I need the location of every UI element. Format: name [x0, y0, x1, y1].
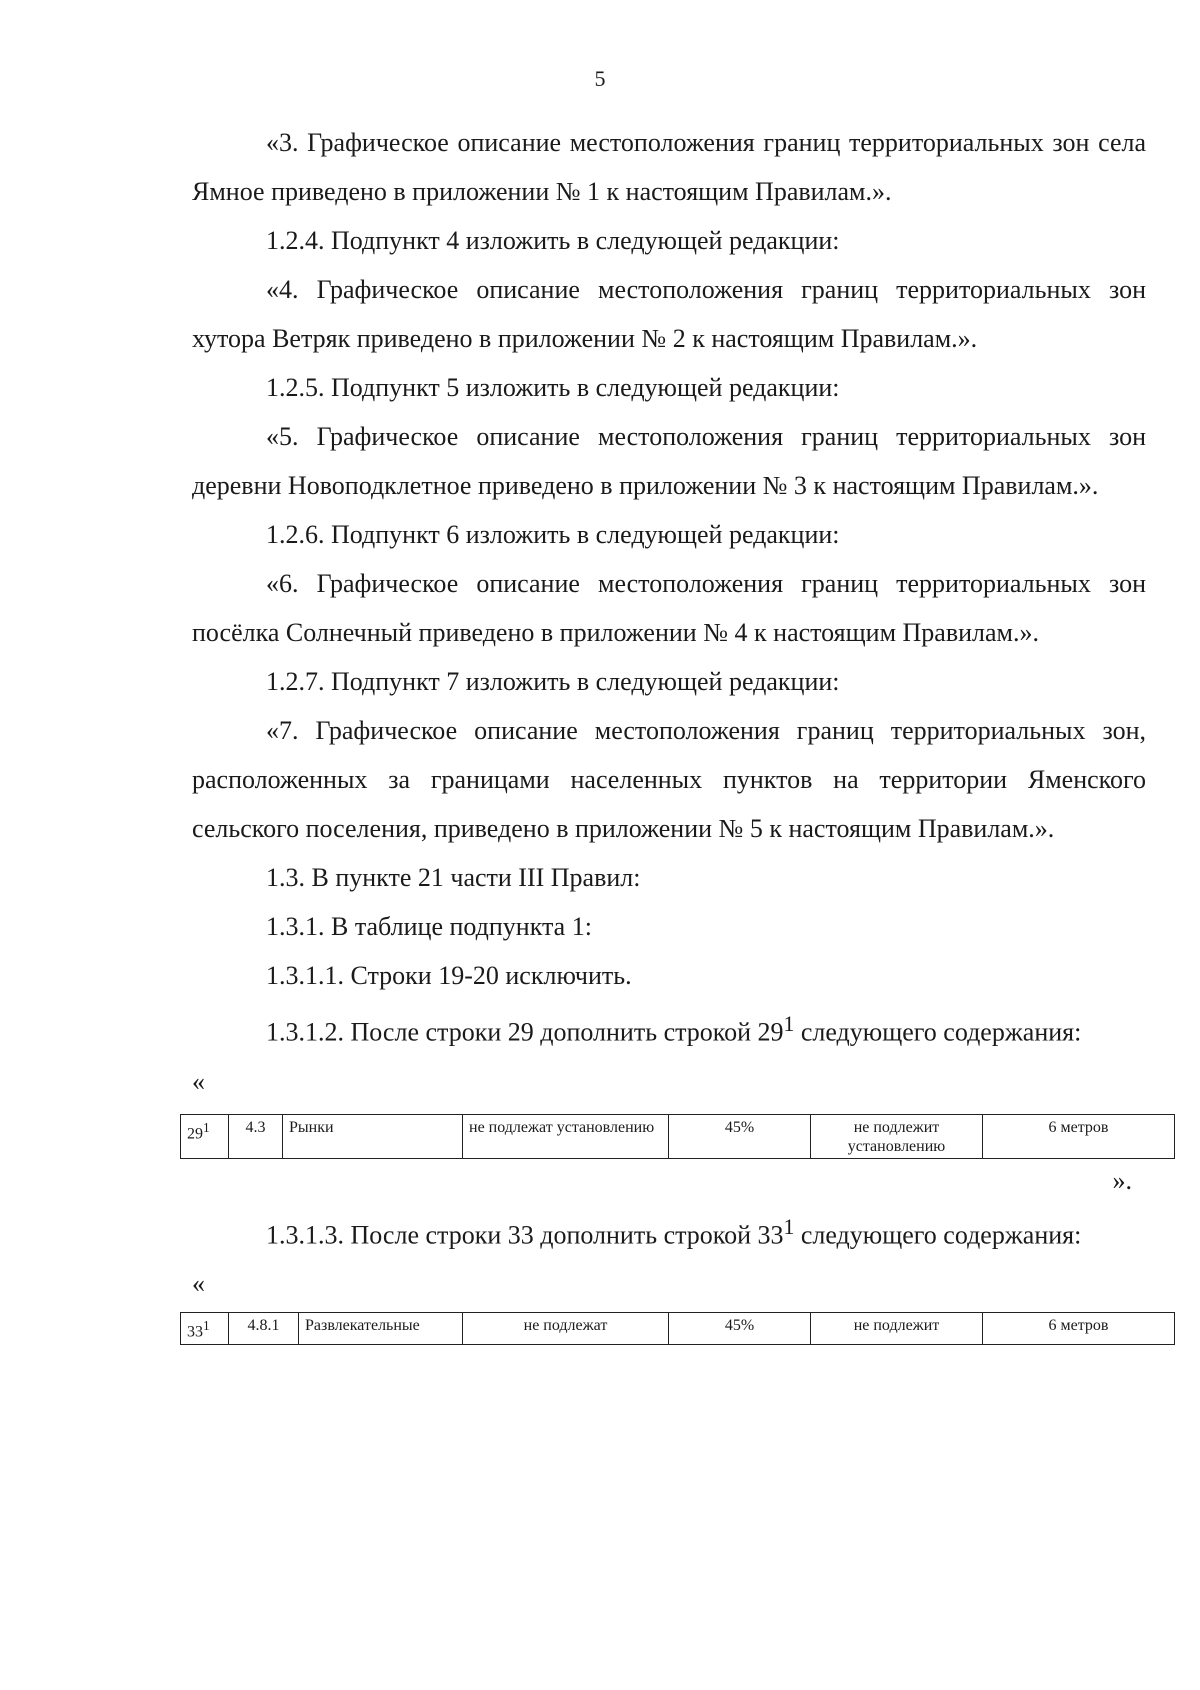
paragraph-1-3-1-2-after: следующего содержания:	[794, 1017, 1082, 1047]
cell-row-number	[181, 1313, 229, 1344]
cell-col4: не подлежат установлению	[463, 1114, 669, 1158]
row-number: 29	[187, 1124, 203, 1142]
cell-col7: 6 метров	[983, 1313, 1175, 1344]
paragraph-1-3-1-3-after: следующего содержания:	[794, 1220, 1082, 1250]
cell-name: Развлекательные	[299, 1313, 463, 1344]
table-row-29-wrapper	[187, 1114, 1146, 1159]
page-number: 5	[594, 66, 606, 91]
superscript: 1	[783, 1214, 795, 1239]
open-quote-2: «	[192, 1269, 205, 1299]
paragraph-1-3-1-1: 1.3.1.1. Строки 19-20 исключить.	[266, 961, 632, 990]
paragraph-1-3: 1.3. В пункте 21 части III Правил:	[266, 863, 641, 892]
paragraph-1-2-7: 1.2.7. Подпункт 7 изложить в следующей редакции:	[266, 667, 840, 696]
paragraph-1-2-5: 1.2.5. Подпункт 5 изложить в следующей редакции:	[266, 373, 840, 402]
paragraph-subpoint-3-text: «3. Графическое описание местоположения границ территориальных зон села Ямное приведено в приложении № 1 к настоящим Правилам.».	[192, 128, 1146, 206]
paragraph-1-3-1-2	[192, 1000, 1146, 1057]
table-row-33-wrapper	[187, 1312, 1146, 1344]
paragraph-subpoint-4-text: «4. Графическое описание местоположения границ территориальных зон хутора Ветряк приведено в приложении № 2 к настоящим Правилам.».	[192, 275, 1146, 353]
document-body	[187, 118, 1146, 1345]
cell-code: 4.3	[229, 1114, 283, 1158]
table-row-29	[180, 1114, 1175, 1159]
open-quote-1: «	[192, 1066, 205, 1096]
cell-col4: не подлежат	[463, 1313, 669, 1344]
close-quote-1: ».	[1112, 1165, 1132, 1195]
cell-col5: 45%	[669, 1313, 811, 1344]
cell-code: 4.8.1	[229, 1313, 299, 1344]
cell-col5: 45%	[669, 1114, 811, 1158]
paragraph-1-3-1-2-before: 1.3.1.2. После строки 29 дополнить строкой 29	[266, 1017, 784, 1047]
paragraph-1-3-1-3	[192, 1203, 1146, 1260]
paragraph-1-3-1: 1.3.1. В таблице подпункта 1:	[266, 912, 592, 941]
row-number: 33	[187, 1323, 203, 1341]
paragraph-1-2-4: 1.2.4. Подпункт 4 изложить в следующей редакции:	[266, 226, 840, 255]
paragraph-subpoint-6-text: «6. Графическое описание местоположения границ территориальных зон посёлка Солнечный приведено в приложении № 4 к настоящим Правилам.».	[192, 569, 1146, 647]
cell-col7: 6 метров	[983, 1114, 1175, 1158]
paragraph-1-2-6: 1.2.6. Подпункт 6 изложить в следующей редакции:	[266, 520, 840, 549]
cell-col6: не подлежит	[811, 1313, 983, 1344]
paragraph-1-3-1-3-before: 1.3.1.3. После строки 33 дополнить строкой 33	[266, 1220, 784, 1250]
cell-row-number	[181, 1114, 229, 1158]
superscript: 1	[783, 1012, 795, 1036]
row-number-sup: 1	[203, 1119, 210, 1135]
cell-col6: не подлежит установлению	[811, 1114, 983, 1158]
table-row	[181, 1313, 1175, 1344]
paragraph-subpoint-7-text: «7. Графическое описание местоположения границ территориальных зон, расположенных за границами населенных пунктов на территории Яменского сельского поселения, приведено в приложении № 5 к настоящим Правилам.».	[192, 716, 1146, 843]
paragraph-subpoint-5-text: «5. Графическое описание местоположения границ территориальных зон деревни Новоподклетное приведено в приложении № 3 к настоящим Правилам.».	[192, 422, 1146, 500]
table-row-33	[180, 1312, 1175, 1344]
row-number-sup: 1	[203, 1318, 210, 1334]
cell-name: Рынки	[283, 1114, 463, 1158]
table-row	[181, 1114, 1175, 1158]
